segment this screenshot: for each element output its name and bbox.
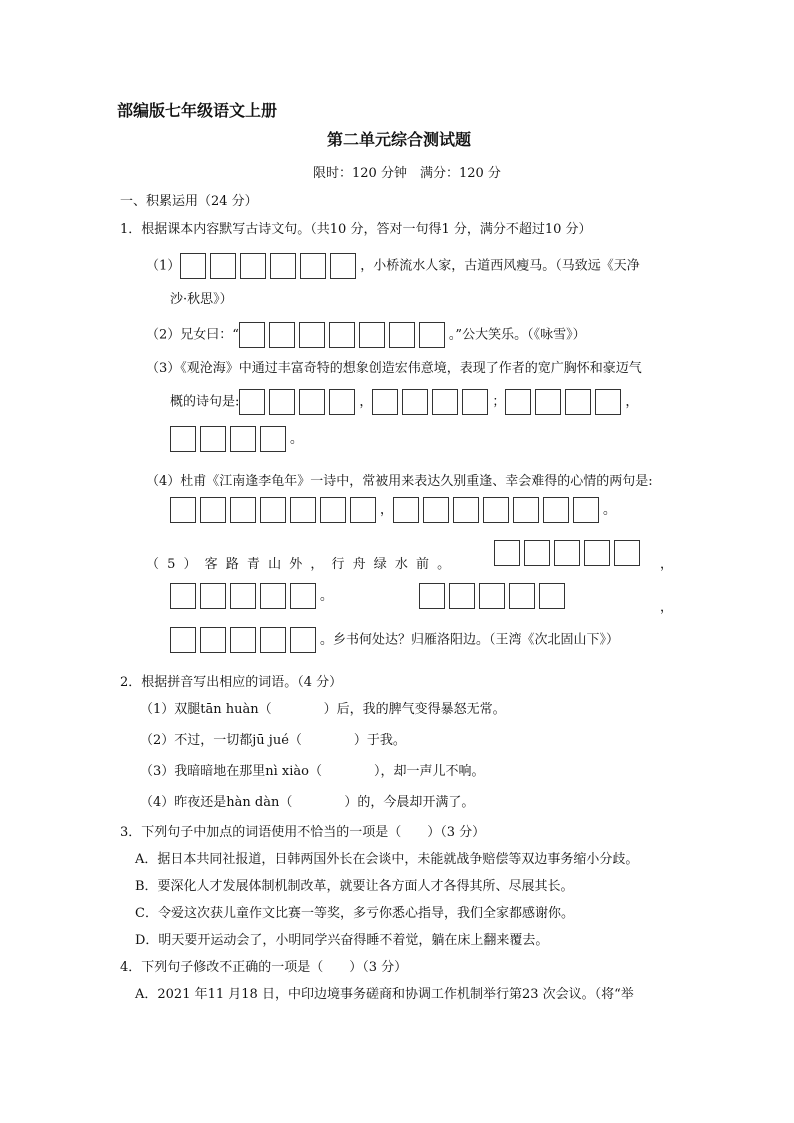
q2-item: （2）不过，一切都jū jué（ ）于我。: [140, 733, 406, 748]
answer-boxes[interactable]: [170, 497, 380, 523]
separator: 。: [603, 502, 617, 518]
separator: ；: [492, 394, 506, 410]
separator: ，: [359, 394, 373, 410]
q1-p1-line: [146, 253, 640, 279]
q2-item: （1）双腿tān huàn（ ）后，我的脾气变得暴怒无常。: [140, 702, 506, 717]
separator: 。: [290, 431, 304, 447]
q3-option-c: C．令爱这次获儿童作文比赛一等奖，多亏你悉心指导，我们全家都感谢你。: [135, 906, 574, 921]
page-title: 第二单元综合测试题: [327, 130, 472, 149]
q1-p3-line3: [170, 426, 303, 452]
answer-boxes[interactable]: [419, 583, 569, 609]
separator: ，: [625, 394, 639, 410]
q1-p3-line2: [170, 389, 638, 415]
q2-item: （4）昨夜还是hàn dàn（ ）的，今晨却开满了。: [140, 795, 475, 810]
q1-p5-line1-boxes: [494, 540, 644, 566]
answer-boxes[interactable]: [372, 389, 492, 415]
answer-boxes[interactable]: [239, 389, 359, 415]
q1-p4-line2: [170, 497, 616, 523]
answer-boxes[interactable]: [180, 253, 360, 279]
edition-label: 部编版七年级语文上册: [117, 101, 278, 120]
q1-p5-line2-a: [170, 583, 333, 609]
q4-stem: 4．下列句子修改不正确的一项是（ ）（3 分）: [120, 960, 408, 975]
answer-boxes[interactable]: [170, 426, 290, 452]
q1-p4-line1: （4）杜甫《江南逢李龟年》一诗中，常被用来表达久别重逢、幸会难得的心情的两句是:: [146, 474, 653, 489]
q1-p5-after: 。乡书何处达？归雁洛阳边。（王湾《次北固山下》）: [320, 632, 620, 648]
q1-stem: 1．根据课本内容默写古诗文句。（共10 分，答对一句得1 分，满分不超过10 分）: [120, 222, 592, 237]
answer-boxes[interactable]: [170, 583, 320, 609]
q1-p2-line: [146, 322, 586, 348]
exam-meta: 限时：120 分钟 满分：120 分: [313, 166, 501, 181]
q3-option-a: A．据日本共同社报道，日韩两国外长在会谈中，未能就战争赔偿等双边事务缩小分歧。: [135, 852, 639, 867]
q4-option-a: A．2021 年11 月18 日，中印边境事务磋商和协调工作机制举行第23 次会议。（将“举: [135, 987, 634, 1002]
q3-option-d: D．明天要开运动会了，小明同学兴奋得睡不着觉，躺在床上翻来覆去。: [135, 933, 549, 948]
q1-p1-cont: 沙·秋思》）: [170, 292, 233, 307]
q1-p3-line1: （3）《观沧海》中通过丰富奇特的想象创造宏伟意境，表现了作者的宽广胸怀和豪迈气: [146, 361, 642, 376]
q3-option-b: B．要深化人才发展体制机制改革，就要让各方面人才各得其所、尽展其长。: [135, 879, 574, 894]
answer-boxes[interactable]: [170, 627, 320, 653]
q1-p5-line2-b: [419, 583, 569, 609]
section-title: 一、积累运用（24 分）: [120, 194, 258, 209]
q3-stem: 3．下列句子中加点的词语使用不恰当的一项是（ ）（3 分）: [120, 825, 486, 840]
q1-p2-after: 。”公大笑乐。（《咏雪》）: [448, 327, 586, 343]
separator: ，: [660, 557, 674, 572]
q1-p2-num: （2）兄女曰：“: [146, 327, 239, 343]
q1-p5-lead: （ 5 ） 客 路 青 山 外 ， 行 舟 绿 水 前 。: [146, 557, 453, 572]
separator: ，: [660, 600, 674, 615]
separator: ，: [380, 502, 394, 518]
answer-boxes[interactable]: [494, 540, 644, 566]
separator: 。: [320, 588, 334, 604]
q1-p5-line3: [170, 627, 619, 653]
answer-boxes[interactable]: [505, 389, 625, 415]
answer-boxes[interactable]: [393, 497, 603, 523]
q1-p1-num: （1）: [146, 258, 181, 274]
q1-p1-after: ，小桥流水人家，古道西风瘦马。（马致远《天净: [360, 258, 640, 274]
q2-stem: 2．根据拼音写出相应的词语。（4 分）: [120, 675, 343, 690]
q2-item: （3）我暗暗地在那里nì xiào（ ），却一声儿不响。: [140, 764, 485, 779]
q1-p3-lead: 概的诗句是:: [170, 394, 240, 410]
answer-boxes[interactable]: [239, 322, 449, 348]
